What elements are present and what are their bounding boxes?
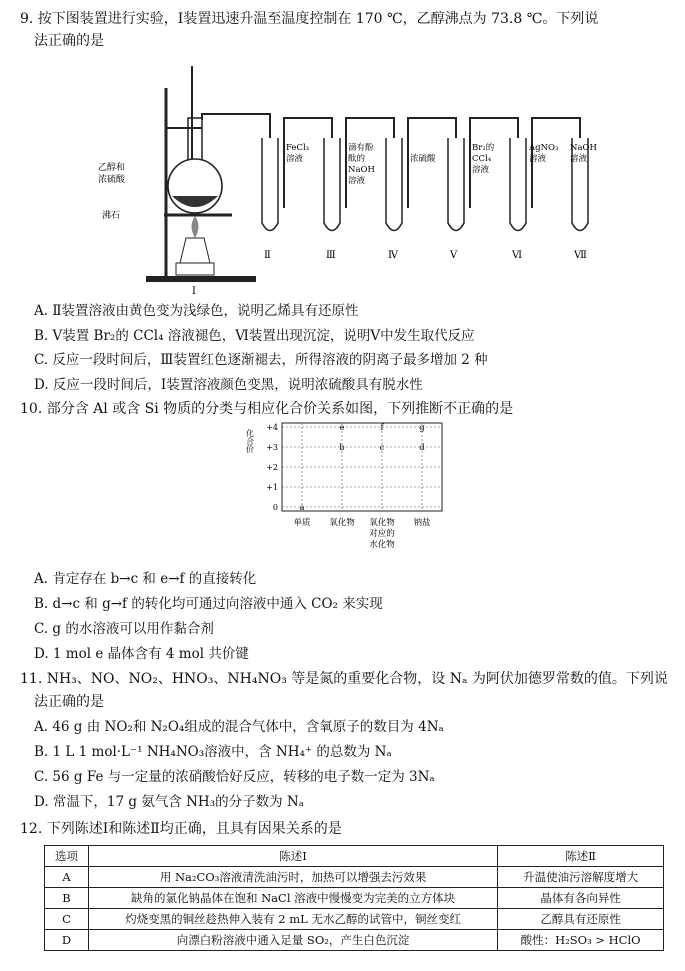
label-apparatus-I: Ⅰ (192, 286, 196, 297)
header-statement-2: 陈述Ⅱ (498, 846, 664, 867)
tube6-numeral: Ⅵ (512, 250, 523, 261)
tube5-numeral: Ⅴ (450, 250, 458, 261)
point-label-e: e (339, 423, 345, 433)
tube4-numeral: Ⅳ (388, 250, 398, 261)
y-axis-label: 化合价 (245, 429, 255, 453)
table-row (45, 930, 664, 951)
q10-stem: 10. 部分含 Al 或含 Si 物质的分类与相应化合价关系如图，下列推断不正确的是 (20, 401, 514, 417)
q9-apparatus-figure (92, 58, 612, 298)
point-label-g: g (419, 423, 425, 433)
tube3-numeral: Ⅲ (326, 250, 336, 261)
point-label-f: f (380, 423, 384, 433)
row-c-statement-2: 乙醇具有还原性 (498, 909, 664, 930)
q10-option-d: D. 1 mol e 晶体含有 4 mol 共价键 (34, 646, 249, 662)
q9-stem-line2: 法正确的是 (34, 33, 104, 49)
table-header-row (45, 846, 664, 867)
q12-stem: 12. 下列陈述Ⅰ和陈述Ⅱ均正确，且具有因果关系的是 (20, 821, 342, 837)
point-label-b: b (339, 443, 345, 453)
row-a-statement-1: 用 Na₂CO₃溶液清洗油污时，加热可以增强去污效果 (88, 867, 497, 888)
tube7-label-2: 溶液 (570, 154, 588, 164)
tube3-label-4: 溶液 (348, 176, 366, 186)
row-a-statement-2: 升温使油污溶解度增大 (498, 867, 664, 888)
tube4-label-1: 浓硫酸 (410, 154, 436, 164)
row-b-statement-1: 缺角的氯化钠晶体在饱和 NaCl 溶液中慢慢变为完美的立方体块 (88, 888, 497, 909)
row-b-statement-2: 晶体有各向异性 (498, 888, 664, 909)
tube5-label-2: CCl₄ (472, 154, 492, 164)
x-category-label: 氧化物 (329, 518, 355, 528)
label-reagent-b: 浓硫酸 (98, 175, 126, 185)
x-category-label: 单质 (293, 518, 311, 528)
x-category-label: 对应的 (369, 529, 395, 539)
q11-stem-line2: 法正确的是 (34, 694, 104, 710)
row-d-statement-2: 酸性：H₂SO₃ > HClO (498, 930, 664, 951)
tube5-label-3: 溶液 (472, 165, 490, 175)
header-statement-1: 陈述Ⅰ (88, 846, 497, 867)
row-d-option: D (45, 930, 89, 951)
q10-option-a: A. 肯定存在 b→c 和 e→f 的直接转化 (34, 571, 257, 587)
row-c-statement-1: 灼烧变黑的铜丝趁热伸入装有 2 mL 无水乙醇的试管中，铜丝变红 (88, 909, 497, 930)
y-tick-label: +1 (266, 483, 278, 492)
row-a-option: A (45, 867, 89, 888)
row-b-option: B (45, 888, 89, 909)
x-category-label: 氧化物 (369, 518, 395, 528)
y-tick-label: +4 (266, 423, 278, 432)
q11-option-d: D. 常温下，17 g 氨气含 NH₃的分子数为 Nₐ (34, 794, 304, 810)
q9-option-b: B. Ⅴ装置 Br₂的 CCl₄ 溶液褪色，Ⅵ装置出现沉淀，说明Ⅴ中发生取代反应 (34, 328, 475, 344)
q9-stem-line1: 9. 按下图装置进行实验，Ⅰ装置迅速升温至温度控制在 170 ℃，乙醇沸点为 73.8 ℃。下列说 (20, 11, 599, 27)
q10-option-c: C. g 的水溶液可以用作黏合剂 (34, 621, 214, 637)
y-tick-label: +3 (266, 443, 278, 452)
x-category-label: 水化物 (369, 540, 395, 550)
tube3-label-1: 滴有酚 (348, 143, 374, 153)
tube3-label-2: 酞的 (348, 154, 366, 164)
point-label-a: a (299, 503, 305, 513)
point-label-c: c (379, 443, 385, 453)
tube5-label-1: Br₂的 (472, 143, 495, 153)
q11-option-c: C. 56 g Fe 与一定量的浓硝酸恰好反应，转移的电子数一定为 3Nₐ (34, 769, 435, 785)
y-tick-label: +2 (266, 463, 278, 472)
q9-option-a: A. Ⅱ装置溶液由黄色变为浅绿色，说明乙烯具有还原性 (34, 303, 359, 319)
x-category-label: 钠盐 (413, 518, 431, 528)
tube3-label-3: NaOH (348, 165, 375, 175)
q12-table (44, 845, 664, 951)
tube2-numeral: Ⅱ (264, 250, 271, 261)
header-option: 选项 (45, 846, 89, 867)
tube6-label-1: AgNO₃ (529, 143, 559, 153)
point-label-d: d (419, 443, 425, 453)
tube7-label-1: NaOH (570, 143, 597, 153)
tube2-label-1: FeCl₃ (286, 143, 310, 153)
tube7-numeral: Ⅶ (574, 250, 587, 261)
row-c-option: C (45, 909, 89, 930)
q10-valence-chart (242, 415, 452, 563)
q11-stem-line1: 11. NH₃、NO、NO₂、HNO₃、NH₄NO₃ 等是氮的重要化合物，设 Nₐ 为阿伏加德罗常数的值。下列说 (20, 671, 668, 687)
table-row (45, 888, 664, 909)
tube6-label-2: 溶液 (529, 154, 547, 164)
tube2-label-2: 溶液 (286, 154, 304, 164)
y-tick-label: 0 (272, 503, 278, 512)
q11-option-a: A. 46 g 由 NO₂和 N₂O₄组成的混合气体中，含氧原子的数目为 4Nₐ (34, 719, 444, 735)
row-d-statement-1: 向漂白粉溶液中通入足量 SO₂，产生白色沉淀 (88, 930, 497, 951)
q11-option-b: B. 1 L 1 mol·L⁻¹ NH₄NO₃溶液中，含 NH₄⁺ 的总数为 Nₐ (34, 744, 392, 760)
q9-option-c: C. 反应一段时间后，Ⅲ装置红色逐渐褪去，所得溶液的阴离子最多增加 2 种 (34, 352, 488, 368)
q9-option-d: D. 反应一段时间后，Ⅰ装置溶液颜色变黑，说明浓硫酸具有脱水性 (34, 377, 423, 393)
q10-option-b: B. d→c 和 g→f 的转化均可通过向溶液中通入 CO₂ 来实现 (34, 596, 383, 612)
table-row (45, 867, 664, 888)
label-stones: 沸石 (102, 211, 121, 221)
label-reagent-a: 乙醇和 (98, 163, 126, 173)
table-row (45, 909, 664, 930)
